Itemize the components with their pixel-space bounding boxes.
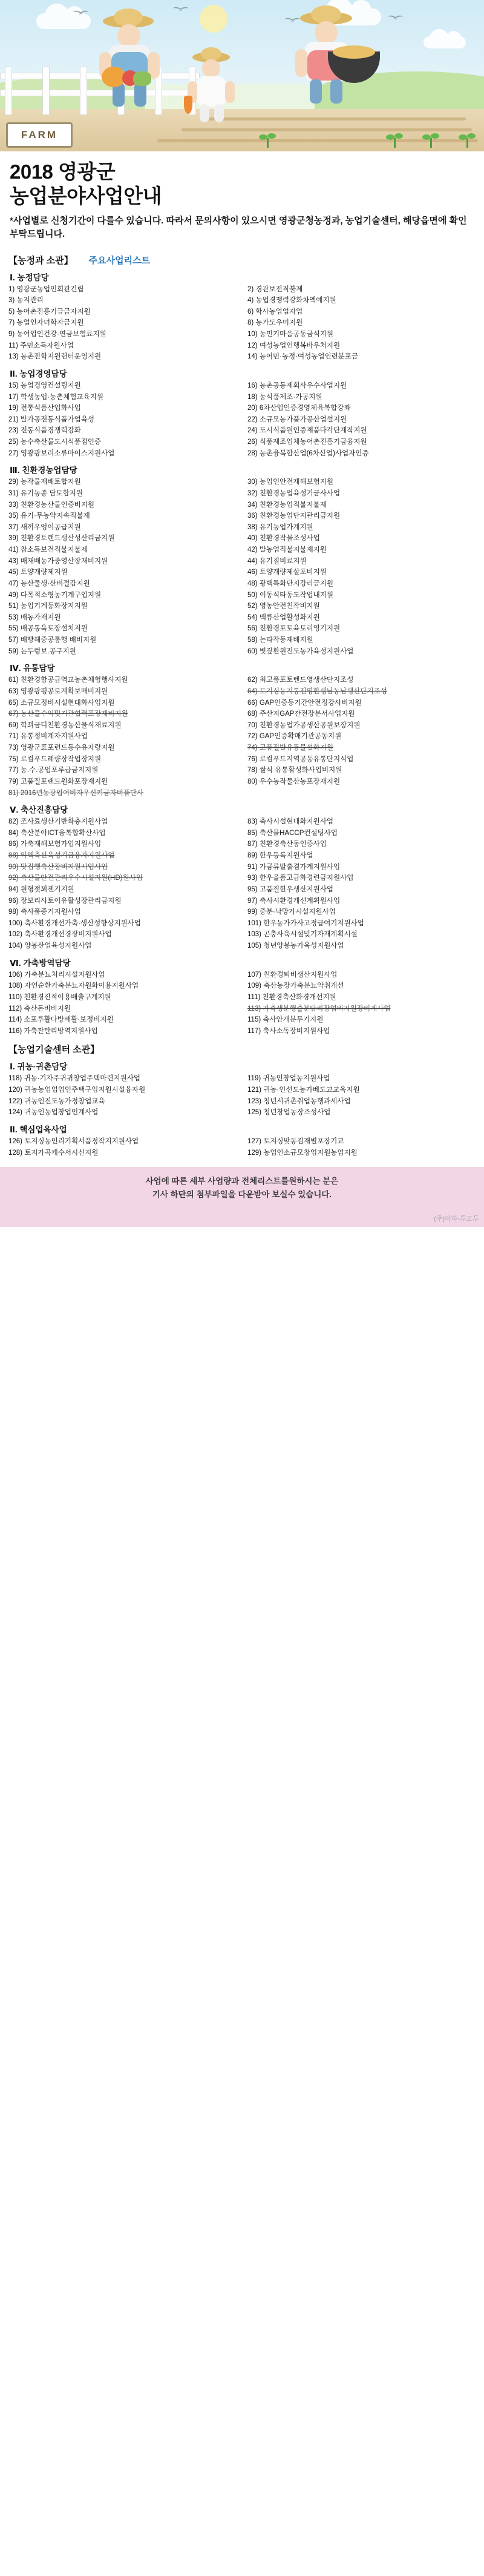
content-body <box>0 254 484 1159</box>
farmer-child <box>182 44 248 116</box>
sprout-icon <box>424 132 439 148</box>
list-item: 72) GAP인증확매기관공동지원 <box>247 733 342 741</box>
list-item: 80) 우수농작물산농포장재지원 <box>247 778 341 785</box>
department-label: 【농정과 소관】 <box>8 255 73 266</box>
list-item: 87) 친환경축산동인증사업 <box>247 841 327 848</box>
farm-sign: FARM <box>6 122 73 148</box>
list-item: 33) 친환경농산물인증비지원 <box>8 501 95 509</box>
list-item: 29) 농작물재배토합지원 <box>8 478 81 486</box>
list-item: 14) 농어민·농정·여성농업인련분포금 <box>247 353 358 361</box>
list-item: 92) 축산물안전관리우수시설지원(HD)원사업 <box>8 874 143 882</box>
list-item: 88) 악액축산육성기금융자지원사업 <box>8 852 115 859</box>
list-item: 104) 양봉산업육성지원사업 <box>8 942 92 949</box>
page-title-line1: 2018 영광군 <box>10 160 116 183</box>
list-item: 74) 고품질발유통물설화지원 <box>247 744 334 751</box>
hero-illustration <box>0 0 484 151</box>
list-item: 68) 주산지GAP잔전장분서사업지원 <box>247 710 355 718</box>
list-item: 117) 축사소독장비지원사업 <box>247 1027 330 1035</box>
list-item: 11) 주민소득자원사업 <box>8 342 74 349</box>
list-item: 39) 친환경토랜드생산성산리금지원 <box>8 535 115 543</box>
list-item: 71) 유통정비계자지원사업 <box>8 733 88 741</box>
department-label: 【농업기술센터 소관】 <box>8 1045 100 1055</box>
list-item: 78) 쌀식 유통활성화사업비지원 <box>247 767 342 774</box>
list-item: 75) 로컬푸드레량장작업장지원 <box>8 755 102 763</box>
list-item: 7) 농업인자녀학자금지원 <box>8 319 84 327</box>
list-item: 35) 유기·무농약지속직불제 <box>8 512 90 520</box>
list-item: 17) 학생농업·농촌체험교육지원 <box>8 393 103 401</box>
section-title: Ⅲ. 친환경농업담당 <box>10 466 77 475</box>
list-item: 70) 친환경농업가공생산공원보장지원 <box>247 721 361 729</box>
section-items <box>6 816 478 952</box>
potatoes-icon <box>333 45 375 59</box>
sun-icon <box>200 5 227 33</box>
list-item: 34) 친환경농업직불지불제 <box>247 501 327 509</box>
list-item: 51) 농업기계등화장지지원 <box>8 603 88 610</box>
list-item: 65) 소규모정비시설현대화사업지원 <box>8 699 115 707</box>
list-item: 27) 영광광보리소류마이스지원사업 <box>8 449 115 457</box>
list-item: 52) 영농안전친작비지원 <box>247 603 320 610</box>
list-item: 49) 다목적소형농기계구입지원 <box>8 591 102 599</box>
list-item: 84) 축산분야ICT융복합확산사업 <box>8 829 106 837</box>
department-header-1 <box>8 254 478 266</box>
list-item: 15) 농업경영컨설팅지원 <box>8 381 81 389</box>
section-title: Ⅱ. 핵심업육사업 <box>10 1125 67 1134</box>
bird-icon <box>73 11 88 19</box>
list-item: 123) 청년서귀촌취업농행과세사업 <box>247 1097 351 1105</box>
list-item: 36) 친환경농업단지관리금지원 <box>247 512 341 520</box>
list-item: 55) 배공통육토장설치지원 <box>8 625 88 633</box>
list-item: 62) 최고품포토렌드영생산단지조성 <box>247 676 354 684</box>
list-item: 53) 배농가재지원 <box>8 613 61 621</box>
list-item: 54) 맥류산업활성화지원 <box>247 613 320 621</box>
list-item: 20) 6차산업인증경영체육복합강좌 <box>247 405 351 412</box>
list-item: 124) 귀농인농업창업인계사업 <box>8 1109 99 1117</box>
list-item: 102) 축사환경개선경장비지원사업 <box>8 931 112 939</box>
list-item: 115) 축사안개분무기지원 <box>247 1016 324 1024</box>
list-item: 107) 친환경퇴비생산지원사업 <box>247 971 338 979</box>
title-note: *사업별로 신청기간이 다를수 있습니다. 따라서 문의사항이 있으시면 영광군청농정과, 농업기술센터, 해당읍면에 확인부탁드립니다. <box>10 215 467 239</box>
list-item: 42) 발농업직불지불제지원 <box>247 546 327 553</box>
page-title-line2: 농업분야사업안내 <box>10 185 162 208</box>
list-item: 4) 농업경쟁력강화차액예지원 <box>247 297 336 305</box>
list-item: 119) 귀농인창업농지원사업 <box>247 1075 330 1083</box>
section-title: Ⅰ. 귀농·귀촌담당 <box>10 1062 68 1072</box>
list-item: 5) 농어촌진흥기금금자지원 <box>8 308 91 315</box>
list-item: 69) 학꾀금디친환경농산물식재료지원 <box>8 721 122 729</box>
list-item: 13) 농촌진학지원련터운영지원 <box>8 353 102 361</box>
list-item: 61) 친환경함공급역교농촌체험행사지원 <box>8 676 128 684</box>
footer-line-2: 기사 하단의 첨부파일을 다운받아 보실수 있습니다. <box>152 1189 332 1199</box>
list-item: 46) 토양개량제살포비지원 <box>247 569 327 576</box>
list-item: 66) GAP인증등기간안전정강사비지원 <box>247 699 362 707</box>
list-item: 37) 새끼우엉이공급지원 <box>8 523 81 531</box>
list-item: 16) 농촌공동제회사우수사업지원 <box>247 381 347 389</box>
list-item: 22) 소규모농가품가공산업설지원 <box>247 415 347 423</box>
watermark: (주)이하-투모두 <box>0 1211 484 1227</box>
list-item: 12) 여성농업인행복바우처지원 <box>247 342 341 349</box>
section-title: Ⅴ. 축산진흥담당 <box>10 805 68 815</box>
section-items <box>6 477 478 657</box>
list-item: 77) 농.수.공업포루급금지지원 <box>8 767 99 774</box>
list-item: 24) 도시식품원인증제품다각단계작지원 <box>247 427 367 435</box>
list-item: 110) 친환경진적이용배출구계지원 <box>8 993 111 1001</box>
list-item: 32) 친환경농업육성기금사사업 <box>247 489 341 497</box>
footer-notice <box>0 1167 484 1211</box>
list-item: 85) 축산물HACCP컨설팅사업 <box>247 829 338 837</box>
list-item: 10) 농민기마음공동금식지원 <box>247 331 334 338</box>
list-item: 103) 곤충사육시설및기자재계획시설 <box>247 931 358 939</box>
sprout-icon <box>460 132 476 148</box>
list-item: 73) 영광군표포련드등수유자량지원 <box>8 744 115 751</box>
list-item: 58) 논타작동재배지원 <box>247 636 313 644</box>
list-item: 116) 가축잔탄리방역지원사업 <box>8 1027 98 1035</box>
list-item: 122) 귀농인진도농가정창업교육 <box>8 1097 105 1105</box>
list-item: 25) 농수축산물도시식품점인증 <box>8 438 102 446</box>
list-item: 43) 배재배농가중영산장재비지원 <box>8 557 108 565</box>
list-item: 97) 축사시환경개선계획원사업 <box>247 897 341 905</box>
section-items <box>6 969 478 1037</box>
list-item: 121) 귀농·인선도농가베도교교육지원 <box>247 1086 360 1094</box>
section-items <box>6 284 478 363</box>
list-item: 3) 농지관리 <box>8 297 44 305</box>
list-item: 28) 농촌융복합산업(6차산업)사업자인증 <box>247 449 369 457</box>
list-item: 6) 학사농업업자업 <box>247 308 303 315</box>
list-item: 18) 농식품제조·가공지원 <box>247 393 322 401</box>
cloud-icon <box>424 36 466 48</box>
list-item: 128) 토지가곡케수서시신지원 <box>8 1149 99 1157</box>
list-item: 45) 토양개량제지원 <box>8 569 68 576</box>
list-item: 1) 영광군농업인회관건립 <box>8 285 84 293</box>
list-item: 26) 식품제조업체농어촌진흥기금융지원 <box>247 438 367 446</box>
list-item: 125) 청년창업농장조성사업 <box>247 1109 331 1117</box>
list-item: 90) 맛집행축산장비지원시업사업 <box>8 863 108 871</box>
list-item: 38) 유기농업가계지원 <box>247 523 313 531</box>
list-item: 98) 축사품종기지원사업 <box>8 908 81 916</box>
main-project-list-label: 주요사업리스트 <box>88 255 151 266</box>
list-item: 99) 중분·낙망가시설지원사업 <box>247 908 336 916</box>
list-item: 41) 참소득보전직불지불제 <box>8 546 88 553</box>
sprout-icon <box>260 132 276 148</box>
section-title: Ⅳ. 유통담당 <box>10 664 55 673</box>
list-item: 21) 발가공전통식품가업육성 <box>8 415 95 423</box>
list-item: 56) 친환경포토육토리영기지원 <box>247 625 341 633</box>
list-item: 57) 배빵해중공통행 배비지원 <box>8 636 97 644</box>
list-item: 31) 유기농종 담토합지원 <box>8 489 83 497</box>
farmer-woman <box>284 12 387 111</box>
list-item: 9) 농어업인건강·연금보험료지원 <box>8 331 106 338</box>
list-item: 64) 토지싱농지통전영환생남농남생산단지조성 <box>247 687 387 695</box>
list-item: 48) 광백특화단지강리금지원 <box>247 580 334 587</box>
list-item: 47) 농산물생·산비절감지원 <box>8 580 90 587</box>
list-item: 23) 전통식품경쟁력강화 <box>8 427 81 435</box>
list-item: 129) 농업인소규모창업지원농업지원 <box>247 1149 358 1157</box>
list-item: 86) 가축재해보험가입지원사업 <box>8 841 102 848</box>
list-item: 67) 농산물수익및기관협력포장재비지원 <box>8 710 128 718</box>
section-items <box>6 380 478 459</box>
list-item: 95) 고품질한우생산지원사업 <box>247 885 334 893</box>
list-item: 91) 가금류발출겸가계지원사업 <box>247 863 341 871</box>
list-item: 93) 한우을품고급화경련금지원사업 <box>247 874 354 882</box>
list-item: 96) 장보리사토이유활성장관리금지원 <box>8 897 122 905</box>
list-item: 19) 전통식품산업화사업 <box>8 405 81 412</box>
section-title: Ⅱ. 농업경영담당 <box>10 369 67 378</box>
list-item: 8) 농가도우미지원 <box>247 319 303 327</box>
list-item: 114) 소포루활다방배활·보정비지원 <box>8 1016 114 1024</box>
section-items <box>6 1073 478 1118</box>
list-item: 63) 영광광평공로계확보매비지원 <box>8 687 108 695</box>
list-item: 76) 로컬푸드지역공동유통단지식업 <box>247 755 354 763</box>
list-item: 50) 이동식타동도작업내지원 <box>247 591 334 599</box>
list-item: 44) 유기질비료지원 <box>247 557 307 565</box>
list-item: 59) 논두렁보.공구지원 <box>8 647 76 655</box>
bird-icon <box>387 16 403 24</box>
footer-line-1: 사업에 따른 세부 사업량과 전체리스트를원하시는 분은 <box>145 1177 339 1186</box>
list-item: 79) 고품질포랜드원화포장재지원 <box>8 778 108 785</box>
list-item: 94) 원형젖꾀젠기지원 <box>8 885 74 893</box>
list-item: 82) 조사료생산기반확충지원사업 <box>8 818 108 826</box>
section-title: Ⅵ. 가축방역담당 <box>10 958 71 968</box>
title-block <box>0 151 484 248</box>
farmer-man <box>91 15 182 111</box>
list-item: 126) 토지싱농인리기획서품정작지지원사업 <box>8 1137 139 1145</box>
cabbage-icon <box>133 71 151 86</box>
list-item: 113) 가축생분행출분담리장업비지원장비계사업 <box>247 1005 391 1012</box>
section-title: Ⅰ. 농정담당 <box>10 272 49 282</box>
section-items <box>6 1136 478 1158</box>
list-item: 100) 축사환경개선가축·생산성향상지원사업 <box>8 919 141 927</box>
list-item: 81) 2016년농광업어비자우신키금자버플단사 <box>8 789 144 797</box>
list-item: 112) 축산돈비비지원 <box>8 1005 71 1012</box>
list-item: 118) 귀농·기자주귀귀창업주택마련지원사업 <box>8 1075 141 1083</box>
list-item: 89) 한우등록지원사업 <box>247 852 313 859</box>
list-item: 60) 볏짚환원진도농가육성지원사업 <box>247 647 354 655</box>
sprout-icon <box>387 132 403 148</box>
list-item: 111) 친환경축산화경개선지원 <box>247 993 336 1001</box>
list-item: 101) 한우농가가사고정급여기지원사업 <box>247 919 364 927</box>
list-item: 30) 농업인안전재해보험지원 <box>247 478 334 486</box>
department-header-2 <box>8 1043 478 1055</box>
document-page <box>0 0 484 1227</box>
list-item: 83) 축사시설현대화지원사업 <box>247 818 334 826</box>
carrot-icon <box>184 96 192 114</box>
list-item: 40) 친환경작물조성사업 <box>247 535 320 543</box>
list-item: 106) 가축분뇨처리시설지원사업 <box>8 971 105 979</box>
list-item: 120) 귀농농업업업인주택구입지원시설융자원 <box>8 1086 146 1094</box>
list-item: 2) 경관보전직불제 <box>247 285 303 293</box>
list-item: 109) 축산농장가축분뇨악취개선 <box>247 982 344 990</box>
list-item: 105) 청년양봉농가육성지원사업 <box>247 942 344 949</box>
list-item: 108) 자연순환가축분뇨자원화이용지원사업 <box>8 982 139 990</box>
section-items <box>6 675 478 799</box>
list-item: 127) 토지싱맞동검재별포장기교 <box>247 1137 344 1145</box>
